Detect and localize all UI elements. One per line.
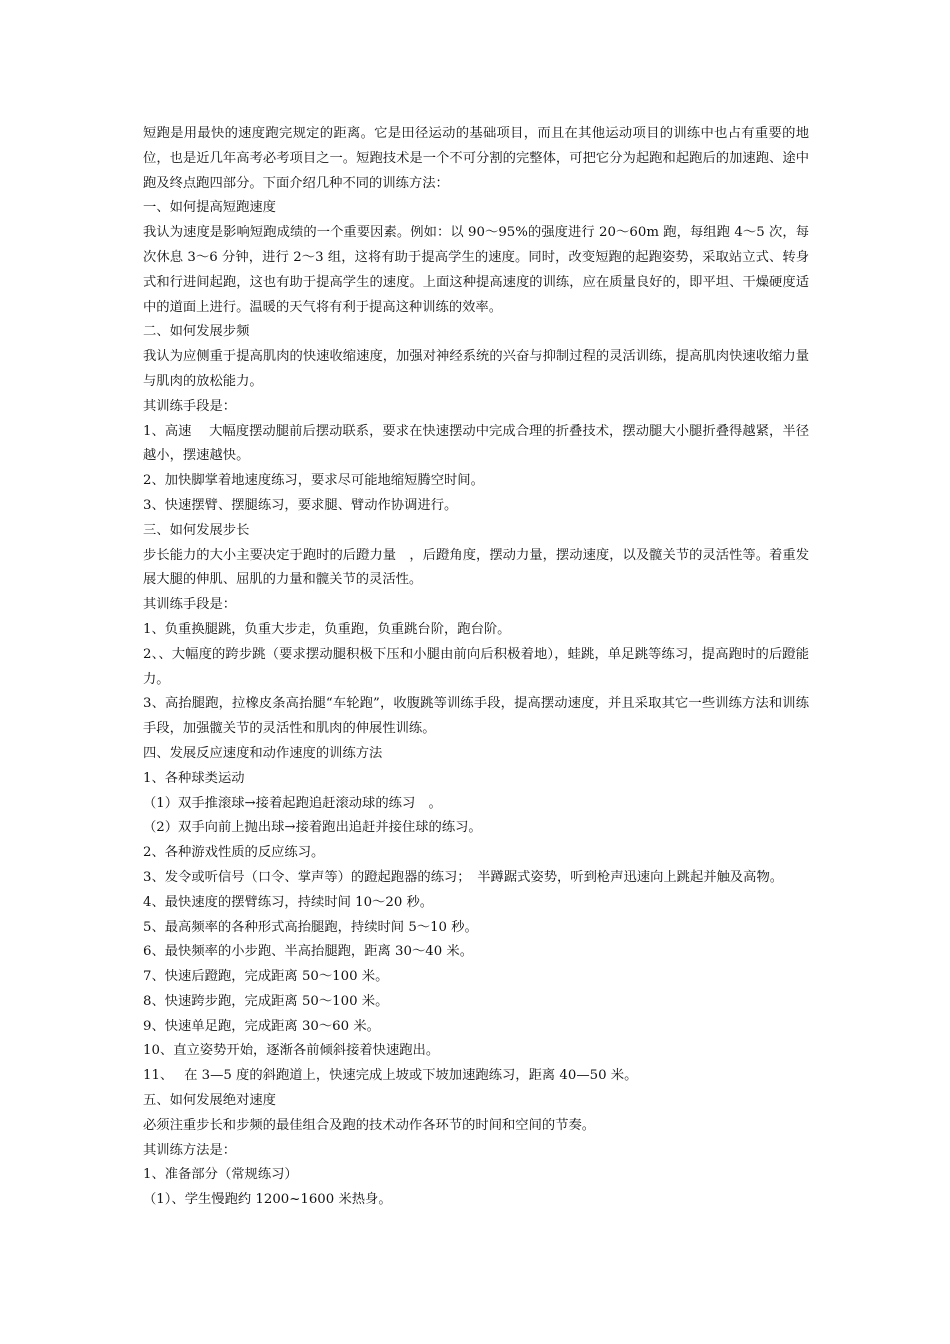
section-heading-3: 三、如何发展步长: [143, 522, 250, 538]
list-item: 2、、大幅度的跨步跳（要求摆动腿积极下压和小腿由前向后积极着地），蛙跳，单足跳等练习，提高跑时的后蹬能力。: [143, 646, 809, 687]
list-item: 2、各种游戏性质的反应练习。: [143, 845, 325, 861]
list-item: 8、快速跨步跑，完成距离 50～100 米。: [143, 993, 389, 1009]
list-item: 11、 在 3—5 度的斜跑道上，快速完成上坡或下坡加速跑练习，距离 40—50 米。: [143, 1068, 638, 1084]
paragraph: 我认为应侧重于提高肌肉的快速收缩速度，加强对神经系统的兴奋与抑制过程的灵活训练，提高肌肉快速收缩力量与肌肉的放松能力。: [143, 349, 809, 389]
list-item: （1）双手推滚球→接着起跑追赶滚动球的练习 。: [143, 795, 442, 811]
list-item: 3、快速摆臂、摆腿练习，要求腿、臂动作协调进行。: [143, 497, 458, 513]
list-item: 9、快速单足跑，完成距离 30～60 米。: [143, 1018, 380, 1034]
list-item: 7、快速后蹬跑，完成距离 50～100 米。: [143, 969, 389, 985]
list-item: 6、最快频率的小步跑、半高抬腿跑，距离 30～40 米。: [143, 944, 473, 960]
list-item: 5、最高频率的各种形式高抬腿跑，持续时间 5～10 秒。: [143, 919, 478, 935]
list-item: （2）双手向前上抛出球→接着跑出追赶并接住球的练习。: [143, 820, 482, 836]
section-heading-5: 五、如何发展绝对速度: [143, 1093, 276, 1109]
paragraph: 我认为速度是影响短跑成绩的一个重要因素。例如：以 90～95%的强度进行 20～60m 跑，每组跑 4～5 次，每次休息 3～6 分钟，进行 2～3 组，这将有助于提高学生的速度。同时，改变短跑的起跑姿势，采取站立式、转身式和行进间起跑，这也有助于提高学生的速度。上面这种提高速度的训练，应在质量良好的，即平坦、干燥硬度适中的道面上进行。温暖的天气将有利于提高这种训练的效率。: [143, 225, 809, 315]
paragraph: 其训练手段是：: [143, 597, 237, 613]
section-heading-2: 二、如何发展步频: [143, 324, 250, 340]
paragraph: 必须注重步长和步频的最佳组合及跑的技术动作各环节的时间和空间的节奏。: [143, 1117, 596, 1133]
paragraph: 其训练手段是：: [143, 398, 237, 414]
list-item: （1）、学生慢跑约 1200~1600 米热身。: [143, 1192, 392, 1208]
list-item: 1、各种球类运动: [143, 770, 245, 786]
list-item: 1、准备部分（常规练习）: [143, 1167, 298, 1183]
section-heading-1: 一、如何提高短跑速度: [143, 200, 276, 216]
section-heading-4: 四、发展反应速度和动作速度的训练方法: [143, 745, 383, 761]
list-item: 1、负重换腿跳，负重大步走，负重跑，负重跳台阶，跑台阶。: [143, 621, 511, 637]
list-item: 4、最快速度的摆臂练习，持续时间 10～20 秒。: [143, 894, 434, 910]
paragraph: 其训练方法是：: [143, 1142, 237, 1158]
list-item: 3、高抬腿跑，拉橡皮条高抬腿“车轮跑”，收腹跳等训练手段，提高摆动速度，并且采取其它一些训练方法和训练手段，加强髋关节的灵活性和肌肉的伸展性训练。: [143, 696, 809, 737]
list-item: 3、发令或听信号（口令、掌声等）的蹬起跑器的练习； 半蹲踞式姿势，听到枪声迅速向上跳起并触及高物。: [143, 869, 784, 885]
list-item: 1、高速 大幅度摆动腿前后摆动联系，要求在快速摆动中完成合理的折叠技术，摆动腿大小腿折叠得越紧，半径越小，摆速越快。: [143, 423, 809, 464]
list-item: 10、直立姿势开始，逐渐各前倾斜接着快速跑出。: [143, 1043, 440, 1059]
intro-paragraph: 短跑是用最快的速度跑完规定的距离。它是田径运动的基础项目，而且在其他运动项目的训练中也占有重要的地位，也是近几年高考必考项目之一。短跑技术是一个不可分割的完整体，可把它分为起跑和起跑后的加速跑、途中跑及终点跑四部分。下面介绍几种不同的训练方法：: [143, 126, 809, 191]
list-item: 2、加快脚掌着地速度练习，要求尽可能地缩短腾空时间。: [143, 473, 484, 489]
paragraph: 步长能力的大小主要决定于跑时的后蹬力量 ，后蹬角度，摆动力量，摆动速度，以及髋关节的灵活性等。着重发展大腿的伸肌、屈肌的力量和髋关节的灵活性。: [143, 547, 809, 588]
document-body: [143, 122, 809, 1213]
